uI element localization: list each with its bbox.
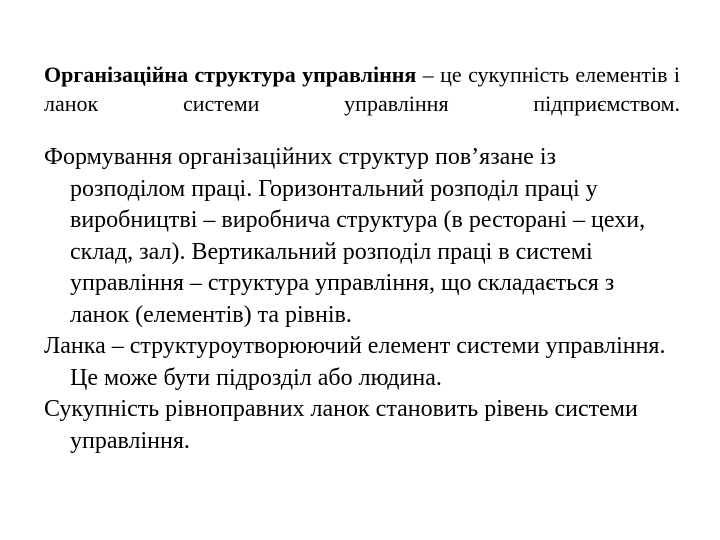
definition-paragraph	[44, 60, 680, 118]
definition-term: Організаційна структура управління	[44, 62, 417, 87]
body-text	[44, 142, 674, 457]
paragraph-level-definition: Сукупність рівноправних ланок становить рівень системи управління.	[44, 396, 638, 454]
paragraph-structure-formation: Формування організаційних структур пов’язане із розподілом праці. Горизонтальний розподіл праці у виробництві – виробнича структура (в ресторані – цехи, склад, зал). Вертикальний розподіл праці в системі управління – структура управління, що складається з ланок (елементів) та рівнів.	[44, 144, 646, 328]
definition-text: – це сукупність елементів і ланок системи управління підприємством.	[44, 62, 681, 116]
paragraph-link-definition: Ланка – структуроутворюючий елемент системи управління. Це може бути підрозділ або людина.	[44, 333, 666, 391]
